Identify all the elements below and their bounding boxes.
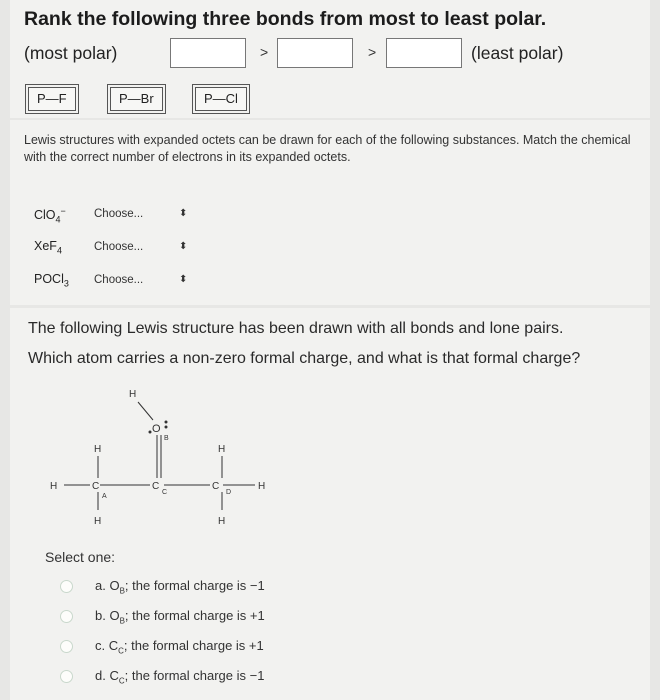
rank-drop-slot-1[interactable]	[170, 38, 246, 68]
atom-label: H	[94, 444, 102, 455]
atom-label: H	[129, 389, 137, 400]
question-line-2: Which atom carries a non-zero formal charge, and what is that formal charge?	[28, 350, 581, 367]
lewis-structure-diagram	[40, 380, 320, 540]
least-polar-label: (least polar)	[471, 43, 564, 63]
ranking-row	[24, 38, 644, 74]
greater-than-sign: >	[260, 44, 269, 60]
atom-label: H	[258, 481, 266, 492]
atom-label: H	[94, 516, 102, 527]
atom-tag: C	[162, 489, 168, 496]
question-formal-charge	[10, 308, 650, 700]
greater-than-sign: >	[368, 44, 377, 60]
atom-label: C	[212, 481, 220, 492]
electron-count-select[interactable]: Choose...	[94, 241, 144, 253]
lone-pair-dot	[165, 421, 168, 424]
atom-tag: B	[164, 435, 169, 442]
electron-count-select[interactable]: Choose...	[94, 208, 144, 220]
lone-pair-dot	[165, 426, 168, 429]
radio-button[interactable]	[60, 580, 73, 593]
select-arrows-icon[interactable]: ⬍	[179, 274, 188, 285]
atom-label: H	[218, 444, 226, 455]
question-line-1: The following Lewis structure has been drawn with all bonds and lone pairs.	[28, 320, 564, 337]
bond-line	[138, 402, 153, 420]
atom-label: C	[152, 481, 160, 492]
chemical-formula: XeF$_4$	[34, 239, 62, 256]
question-rank-bonds	[10, 0, 650, 118]
chemical-formula: POCl$_3$	[34, 272, 69, 289]
atom-tag: A	[102, 493, 107, 500]
radio-button[interactable]	[60, 610, 73, 623]
most-polar-label: (most polar)	[24, 43, 118, 63]
atom-label: H	[50, 481, 58, 492]
rank-drop-slot-3[interactable]	[386, 38, 462, 68]
radio-button[interactable]	[60, 670, 73, 683]
bond-chip-p-cl[interactable]: P—Cl	[195, 87, 247, 111]
electron-count-select[interactable]: Choose...	[94, 274, 144, 286]
atom-tag: D	[226, 489, 232, 496]
chemical-formula: ClO$_4$−	[34, 206, 66, 225]
atom-label: O	[152, 423, 161, 435]
atom-label: C	[92, 481, 100, 492]
option-label: d. $C_C$; the formal charge is −1	[95, 668, 265, 686]
select-arrows-icon[interactable]: ⬍	[179, 241, 188, 252]
radio-button[interactable]	[60, 640, 73, 653]
question-intro: Lewis structures with expanded octets can be drawn for each of the following substances. Match the chemical with the correct number of electrons in its expanded octets.	[24, 133, 631, 164]
select-one-label: Select one:	[45, 549, 116, 565]
option-label: a. $O_B$; the formal charge is −1	[95, 578, 265, 596]
bond-chip-p-f[interactable]: P—F	[28, 87, 76, 111]
option-label: c. $C_C$; the formal charge is +1	[95, 638, 264, 656]
rank-drop-slot-2[interactable]	[277, 38, 353, 68]
option-label: b. $O_B$; the formal charge is +1	[95, 608, 265, 626]
bond-chip-p-br[interactable]: P—Br	[110, 87, 163, 111]
atom-label: H	[218, 516, 226, 527]
select-arrows-icon[interactable]: ⬍	[179, 208, 188, 219]
question-expanded-octets	[10, 120, 650, 305]
question-title: Rank the following three bonds from most to least polar.	[24, 8, 547, 30]
